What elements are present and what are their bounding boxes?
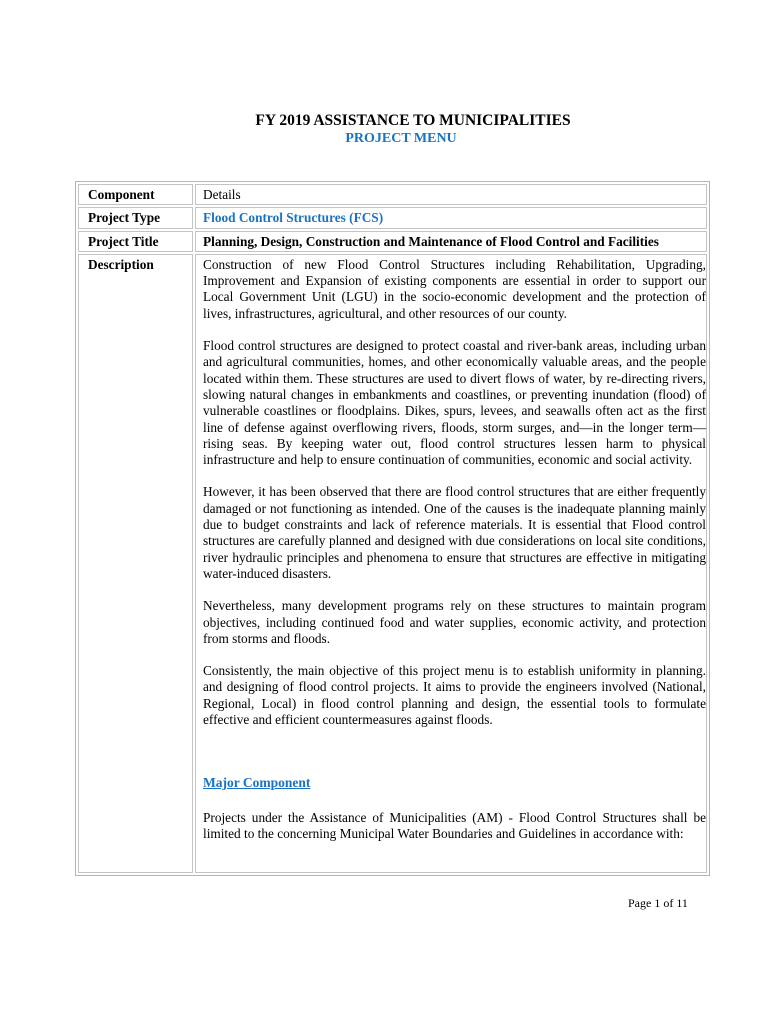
description-label: Description [78,254,193,873]
description-row [78,254,707,873]
component-header-cell: Component [78,184,193,205]
table-header-row [78,184,707,205]
project-title-value: Planning, Design, Construction and Maintenance of Flood Control and Facilities [195,231,707,252]
major-component-text: Projects under the Assistance of Municipalities (AM) - Flood Control Structures shall be limited to the concerning Municipal Water Boundaries and Guidelines in accordance with: [203,809,706,841]
project-type-label: Project Type [78,207,193,228]
document-title: FY 2019 ASSISTANCE TO MUNICIPALITIES [255,112,571,129]
project-title-label: Project Title [78,231,193,252]
project-menu-table [75,181,710,876]
description-paragraph: However, it has been observed that there are flood control structures that are either frequently damaged or not functioning as intended. One of the causes is the inadequate planning mainly due to budget constraints and lack of reference materials. It is essential that Flood control structures are carefully planned and designed with due considerations on local site conditions, river hydraulic principles and phenomena to ensure that structures are effective in mitigating water-induced disasters. [203,484,706,581]
project-title-row [78,231,707,252]
major-component-heading: Major Component [203,775,311,791]
description-paragraph: Nevertheless, many development programs rely on these structures to maintain program objectives, including continued food and water supplies, economic activity, and protection from storms and floods. [203,598,706,646]
project-type-value: Flood Control Structures (FCS) [195,207,707,228]
project-type-row [78,207,707,228]
description-content [195,254,707,873]
description-paragraph: Construction of new Flood Control Structures including Rehabilitation, Upgrading, Improvement and Expansion of existing components are essential in order to support our Local Government Unit (LGU) in the socio-economic development and the protection of lives, infrastructures, agricultural, and other resources of our county. [203,256,706,321]
description-paragraph: Flood control structures are designed to protect coastal and river-bank areas, including urban and agricultural communities, homes, and other economically valuable areas, and the people located within them. These structures are used to divert flows of water, by re-directing rivers, slowing natural changes in embankments and coastlines, or preventing inundation (flood) of vulnerable coastlines or floodplains. Dikes, spurs, levees, and seawalls often act as the first line of defense against overflowing rivers, floods, storm surges, and—in the longer term—rising seas. By keeping water out, flood control structures lessen harm to physical infrastructure and help to ensure continuation of communities, economic and social activity. [203,338,706,468]
details-header-cell: Details [195,184,707,205]
description-paragraph: Consistently, the main objective of this project menu is to establish uniformity in planning. and designing of flood control projects. It aims to provide the engineers involved (National, Regional, Local) in flood control planning and design, the essential tools to formulate effective and efficient countermeasures against floods. [203,663,706,728]
document-subtitle: PROJECT MENU [345,131,457,146]
page-number: Page 1 of 11 [628,896,688,910]
